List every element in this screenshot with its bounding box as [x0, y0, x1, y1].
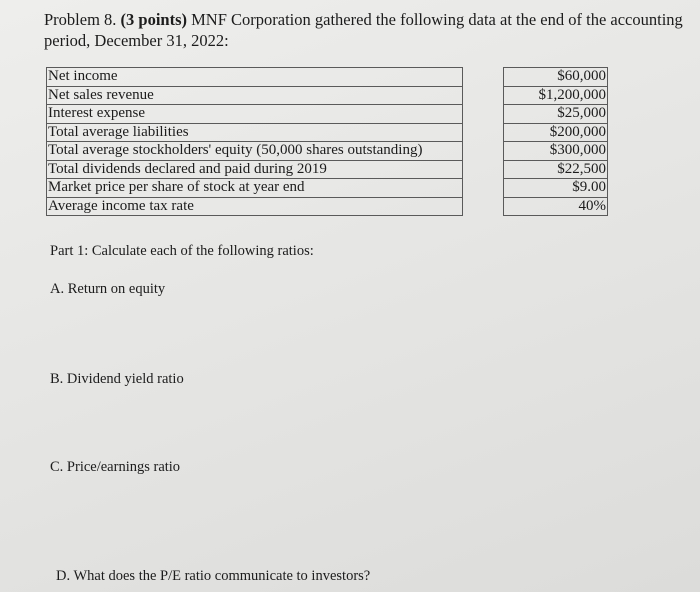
table-row [47, 68, 608, 87]
problem-statement [44, 9, 694, 51]
table-row [47, 123, 608, 142]
row-label: Average income tax rate [47, 197, 463, 216]
table-row [47, 179, 608, 198]
table-row [47, 86, 608, 105]
row-value: $25,000 [504, 105, 608, 124]
problem-text: MNF Corporation gathered the following data at the end of the accounting period, December 31, 2022: [44, 10, 683, 50]
row-label: Total average liabilities [47, 123, 463, 142]
table-row [47, 197, 608, 216]
table-row [47, 160, 608, 179]
row-value: 40% [504, 197, 608, 216]
part1-instructions: Part 1: Calculate each of the following ratios: [50, 243, 314, 259]
row-label: Total dividends declared and paid during 2019 [47, 160, 463, 179]
row-label: Interest expense [47, 105, 463, 124]
row-label: Net income [47, 68, 463, 87]
problem-label: Problem 8. [44, 10, 117, 29]
row-label: Total average stockholders' equity (50,000 shares outstanding) [47, 142, 463, 161]
question-b: B. Dividend yield ratio [50, 371, 184, 387]
question-c: C. Price/earnings ratio [50, 459, 181, 475]
row-value: $9.00 [504, 179, 608, 198]
row-label: Net sales revenue [47, 86, 463, 105]
question-a: A. Return on equity [50, 281, 166, 297]
row-value: $300,000 [504, 142, 608, 161]
row-value: $60,000 [504, 68, 608, 87]
row-value: $1,200,000 [504, 86, 608, 105]
table-row [47, 105, 608, 124]
row-value: $22,500 [504, 160, 608, 179]
row-value: $200,000 [504, 123, 608, 142]
row-label: Market price per share of stock at year end [47, 179, 463, 198]
question-d: D. What does the P/E ratio communicate to investors? [56, 568, 371, 584]
data-table [46, 67, 608, 216]
problem-points: (3 points) [120, 10, 188, 29]
table-row [47, 142, 608, 161]
